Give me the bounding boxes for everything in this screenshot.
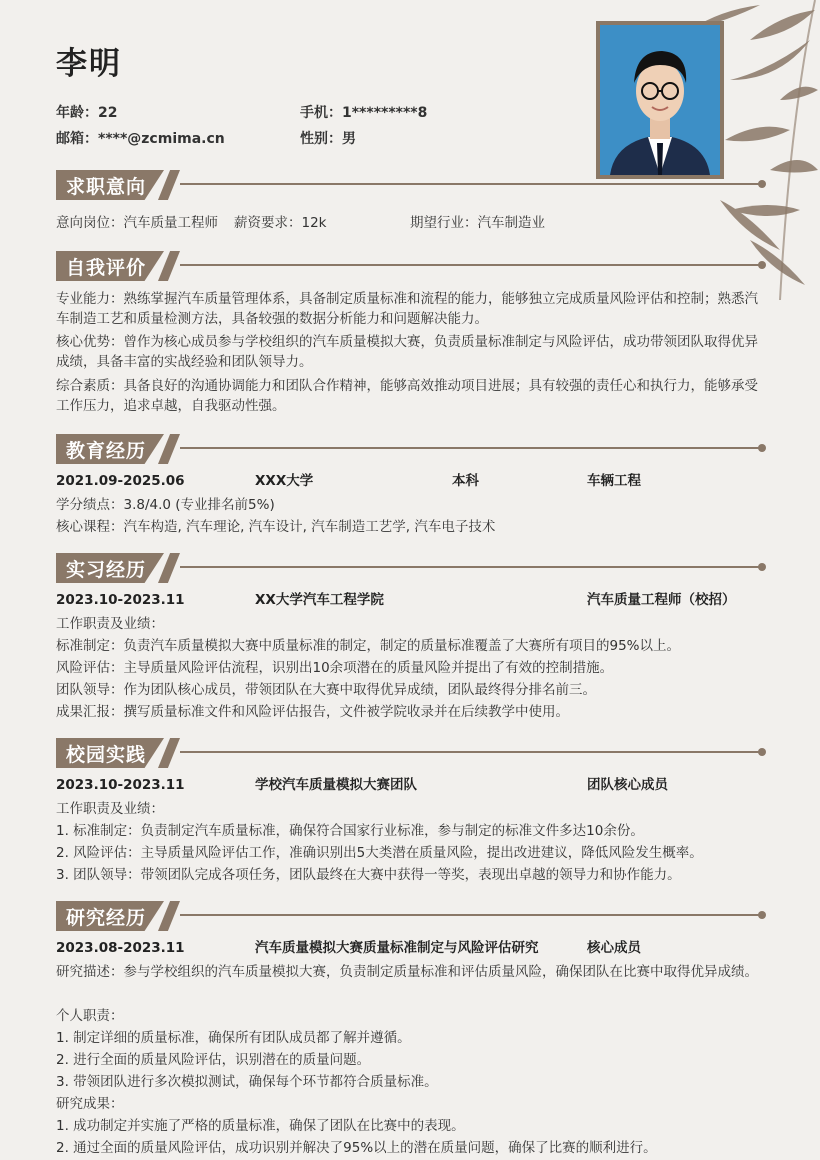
profile-photo-frame xyxy=(596,21,724,179)
internship-line: 成果汇报：撰写质量标准文件和风险评估报告，文件被学院收录并在后续教学中使用。 xyxy=(56,704,569,720)
objective-position: 意向岗位：汽车质量工程师 xyxy=(56,215,218,231)
self-eval-p3: 综合素质：具备良好的沟通协调能力和团队合作精神，能够高效推动项目进展；具有较强的责任心和执行力，能够承受工作压力，追求卓越，自我驱动性强。 xyxy=(56,378,758,414)
section-internship xyxy=(56,553,766,583)
research-desc: 研究描述：参与学校组织的汽车质量模拟大赛，负责制定质量标准和评估质量风险，确保团队在比赛中取得优异成绩。 xyxy=(56,964,758,980)
section-title: 求职意向 xyxy=(66,176,147,198)
research-date: 2023.08-2023.11 xyxy=(56,940,185,956)
research-line: 个人职责： xyxy=(56,1008,124,1024)
campus-line: 工作职责及业绩： xyxy=(56,801,164,817)
education-date: 2021.09-2025.06 xyxy=(56,473,185,489)
internship-role: 汽车质量工程师（校招） xyxy=(587,592,736,608)
campus-line: 2. 风险评估：主导质量风险评估工作，准确识别出5大类潜在质量风险，提出改进建议，降低风险发生概率。 xyxy=(56,845,703,861)
campus-org: 学校汽车质量模拟大赛团队 xyxy=(255,777,417,793)
section-title: 自我评价 xyxy=(66,257,147,279)
section-research xyxy=(56,901,766,931)
campus-line: 3. 团队领导：带领团队完成各项任务，团队最终在大赛中获得一等奖，表现出卓越的领导力和协作能力。 xyxy=(56,867,681,883)
internship-line: 工作职责及业绩： xyxy=(56,616,164,632)
research-line: 3. 带领团队进行多次模拟测试，确保每个环节都符合质量标准。 xyxy=(56,1074,438,1090)
education-major: 车辆工程 xyxy=(587,473,641,489)
email: 邮箱：****@zcmima.cn xyxy=(56,131,225,147)
research-line: 2. 通过全面的质量风险评估，成功识别并解决了95%以上的潜在质量问题，确保了比赛的顺利进行。 xyxy=(56,1140,657,1156)
research-line: 1. 成功制定并实施了严格的质量标准，确保了团队在比赛中的表现。 xyxy=(56,1118,465,1134)
age: 年龄：22 xyxy=(56,105,118,121)
phone: 手机：1*********8 xyxy=(300,105,428,121)
research-line: 2. 进行全面的质量风险评估，识别潜在的质量问题。 xyxy=(56,1052,371,1068)
section-title: 校园实践 xyxy=(66,744,147,766)
section-title: 研究经历 xyxy=(66,907,147,929)
campus-line: 1. 标准制定：负责制定汽车质量标准，确保符合国家行业标准，参与制定的标准文件多达10余份。 xyxy=(56,823,644,839)
campus-role: 团队核心成员 xyxy=(587,777,668,793)
section-self-eval xyxy=(56,251,766,281)
internship-date: 2023.10-2023.11 xyxy=(56,592,185,608)
education-school: XXX大学 xyxy=(255,473,314,489)
internship-line: 团队领导：作为团队核心成员，带领团队在大赛中取得优异成绩，团队最终得分排名前三。 xyxy=(56,682,596,698)
education-degree: 本科 xyxy=(452,473,479,489)
section-objective xyxy=(56,170,766,200)
research-line: 研究成果： xyxy=(56,1096,124,1112)
section-title: 实习经历 xyxy=(66,559,147,581)
section-campus xyxy=(56,738,766,768)
gender: 性别：男 xyxy=(300,131,356,147)
section-title: 教育经历 xyxy=(66,440,147,462)
internship-line: 标准制定：负责汽车质量模拟大赛中质量标准的制定，制定的质量标准覆盖了大赛所有项目的95%以上。 xyxy=(56,638,681,654)
profile-photo xyxy=(600,25,720,175)
research-project: 汽车质量模拟大赛质量标准制定与风险评估研究 xyxy=(255,940,539,956)
campus-date: 2023.10-2023.11 xyxy=(56,777,185,793)
research-line: 1. 制定详细的质量标准，确保所有团队成员都了解并遵循。 xyxy=(56,1030,411,1046)
objective-salary: 薪资要求：12k xyxy=(234,215,327,231)
self-eval-p1: 专业能力：熟练掌握汽车质量管理体系，具备制定质量标准和流程的能力，能够独立完成质量风险评估和控制；熟悉汽车制造工艺和质量检测方法，具备较强的数据分析能力和问题解决能力。 xyxy=(56,291,758,327)
self-eval-p2: 核心优势：曾作为核心成员参与学校组织的汽车质量模拟大赛，负责质量标准制定与风险评估，成功带领团队取得优异成绩，具备丰富的实战经验和团队领导力。 xyxy=(56,334,758,370)
objective-industry: 期望行业：汽车制造业 xyxy=(410,215,545,231)
research-role: 核心成员 xyxy=(587,940,641,956)
candidate-name: 李明 xyxy=(56,46,122,82)
education-courses: 核心课程：汽车构造, 汽车理论, 汽车设计, 汽车制造工艺学, 汽车电子技术 xyxy=(56,519,496,535)
education-gpa: 学分绩点：3.8/4.0 (专业排名前5%) xyxy=(56,497,275,513)
internship-org: XX大学汽车工程学院 xyxy=(255,592,384,608)
internship-line: 风险评估：主导质量风险评估流程，识别出10余项潜在的质量风险并提出了有效的控制措施。 xyxy=(56,660,614,676)
section-education xyxy=(56,434,766,464)
